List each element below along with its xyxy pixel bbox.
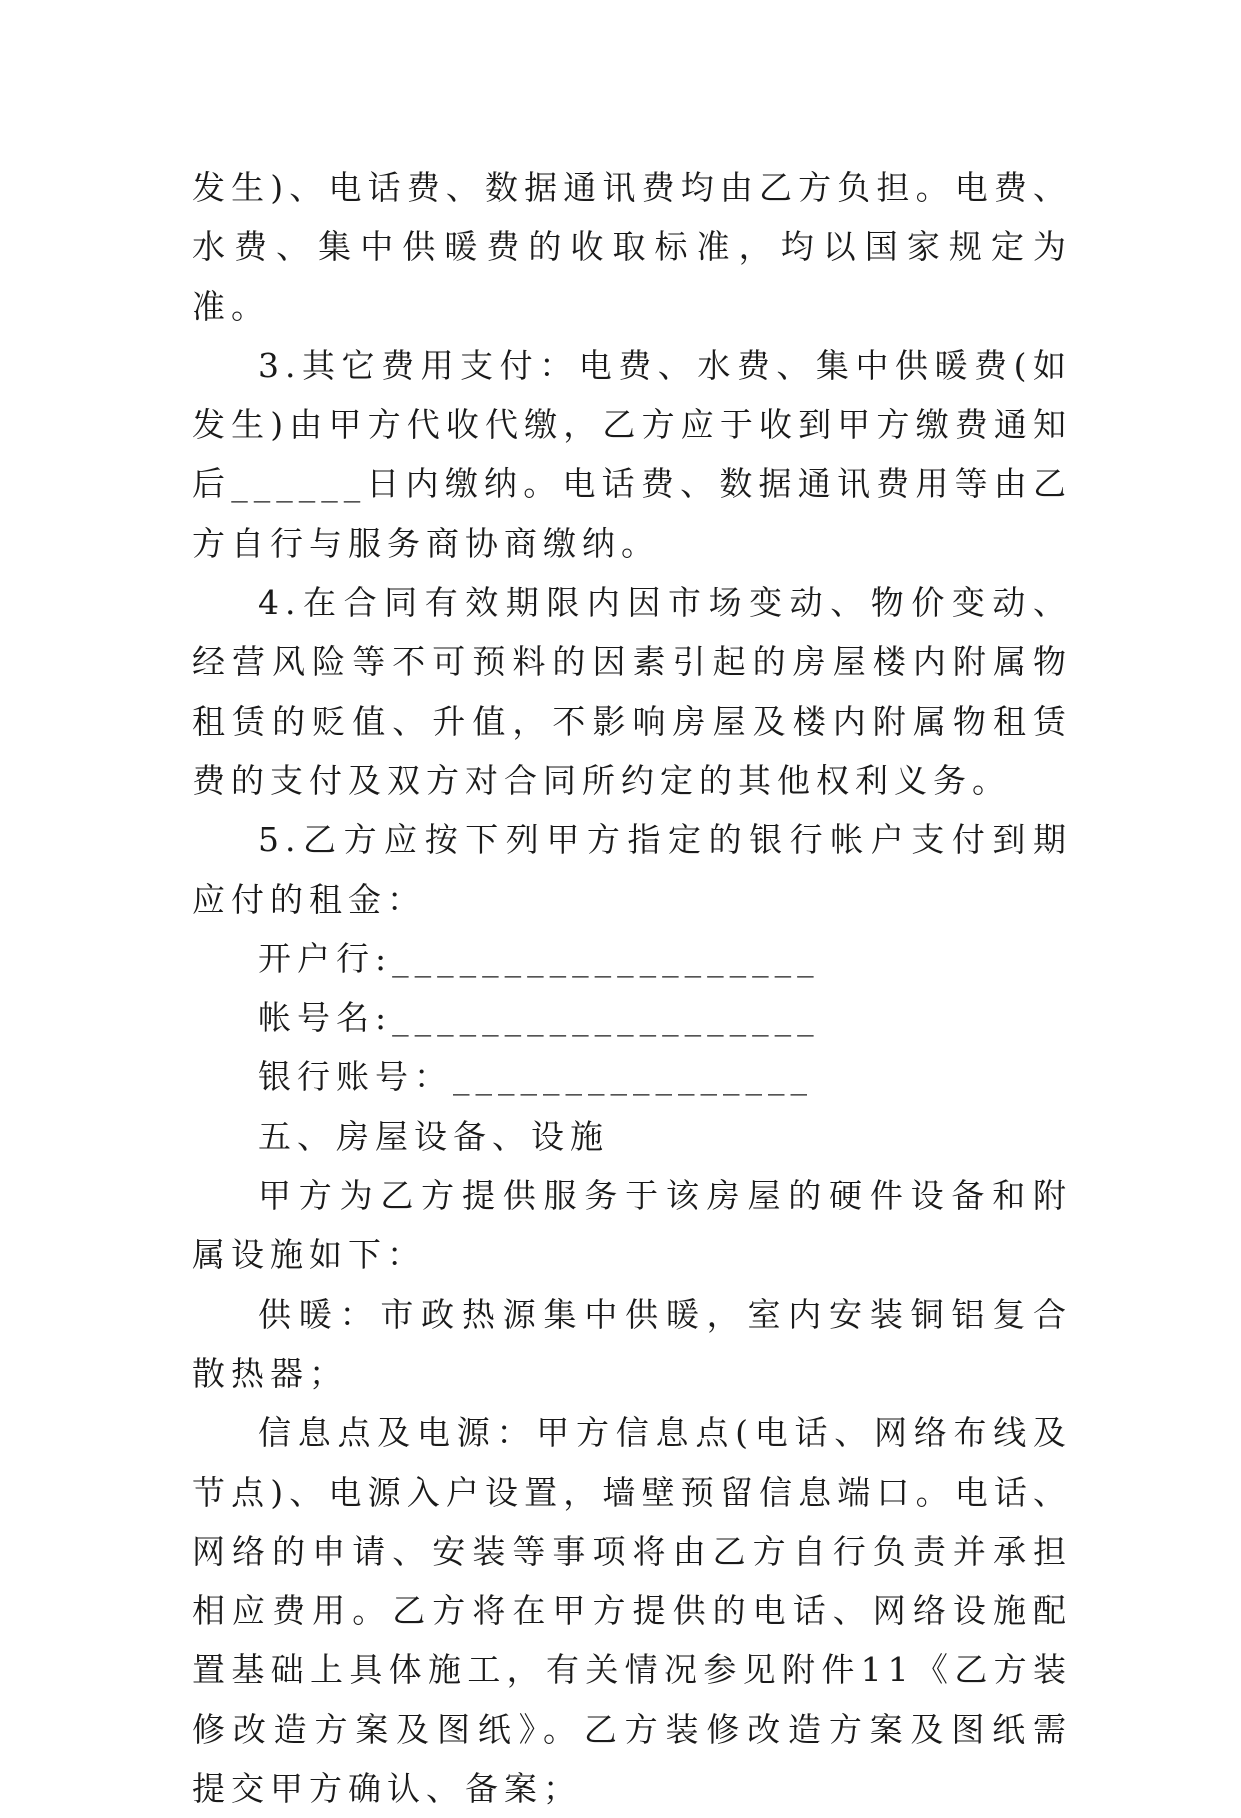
paragraph-fees-continued: 发生)、电话费、数据通讯费均由乙方负担。电费、水费、集中供暖费的收取标准，均以国家规定为准。: [192, 168, 1072, 326]
bank-field-account-name: 帐号名:___________________: [258, 998, 820, 1038]
paragraph-clause-3: 3.其它费用支付：电费、水费、集中供暖费(如发生)由甲方代收代缴，乙方应于收到甲方缴费通知后______日内缴纳。电话费、数据通讯费用等由乙方自行与服务商协商缴纳。: [192, 345, 1072, 563]
document-body: [192, 158, 1072, 1818]
bank-field-opening-bank: 开户行:___________________: [258, 938, 820, 978]
section-heading: 五、房屋设备、设施: [258, 1116, 609, 1156]
item-info-power: 信息点及电源：甲方信息点(电话、网络布线及节点)、电源入户设置，墙壁预留信息端口。电话、网络的申请、安装等事项将由乙方自行负责并承担相应费用。乙方将在甲方提供的电话、网络设施配置基础上具体施工，有关情况参见附件11《乙方装修改造方案及图纸》。乙方装修改造方案及图纸需提交甲方确认、备案；: [192, 1413, 1072, 1809]
paragraph-clause-4: 4.在合同有效期限内因市场变动、物价变动、经营风险等不可预料的因素引起的房屋楼内附属物租赁的贬值、升值，不影响房屋及楼内附属物租赁费的支付及双方对合同所约定的其他权利义务。: [192, 583, 1072, 800]
item-heating: 供暖：市政热源集中供暖，室内安装铜铝复合散热器；: [192, 1294, 1072, 1393]
bank-field-account-number: 银行账号：________________: [258, 1057, 813, 1097]
section-intro: 甲方为乙方提供服务于该房屋的硬件设备和附属设施如下：: [192, 1176, 1072, 1275]
paragraph-clause-5: 5.乙方应按下列甲方指定的银行帐户支付到期应付的租金：: [192, 820, 1072, 919]
